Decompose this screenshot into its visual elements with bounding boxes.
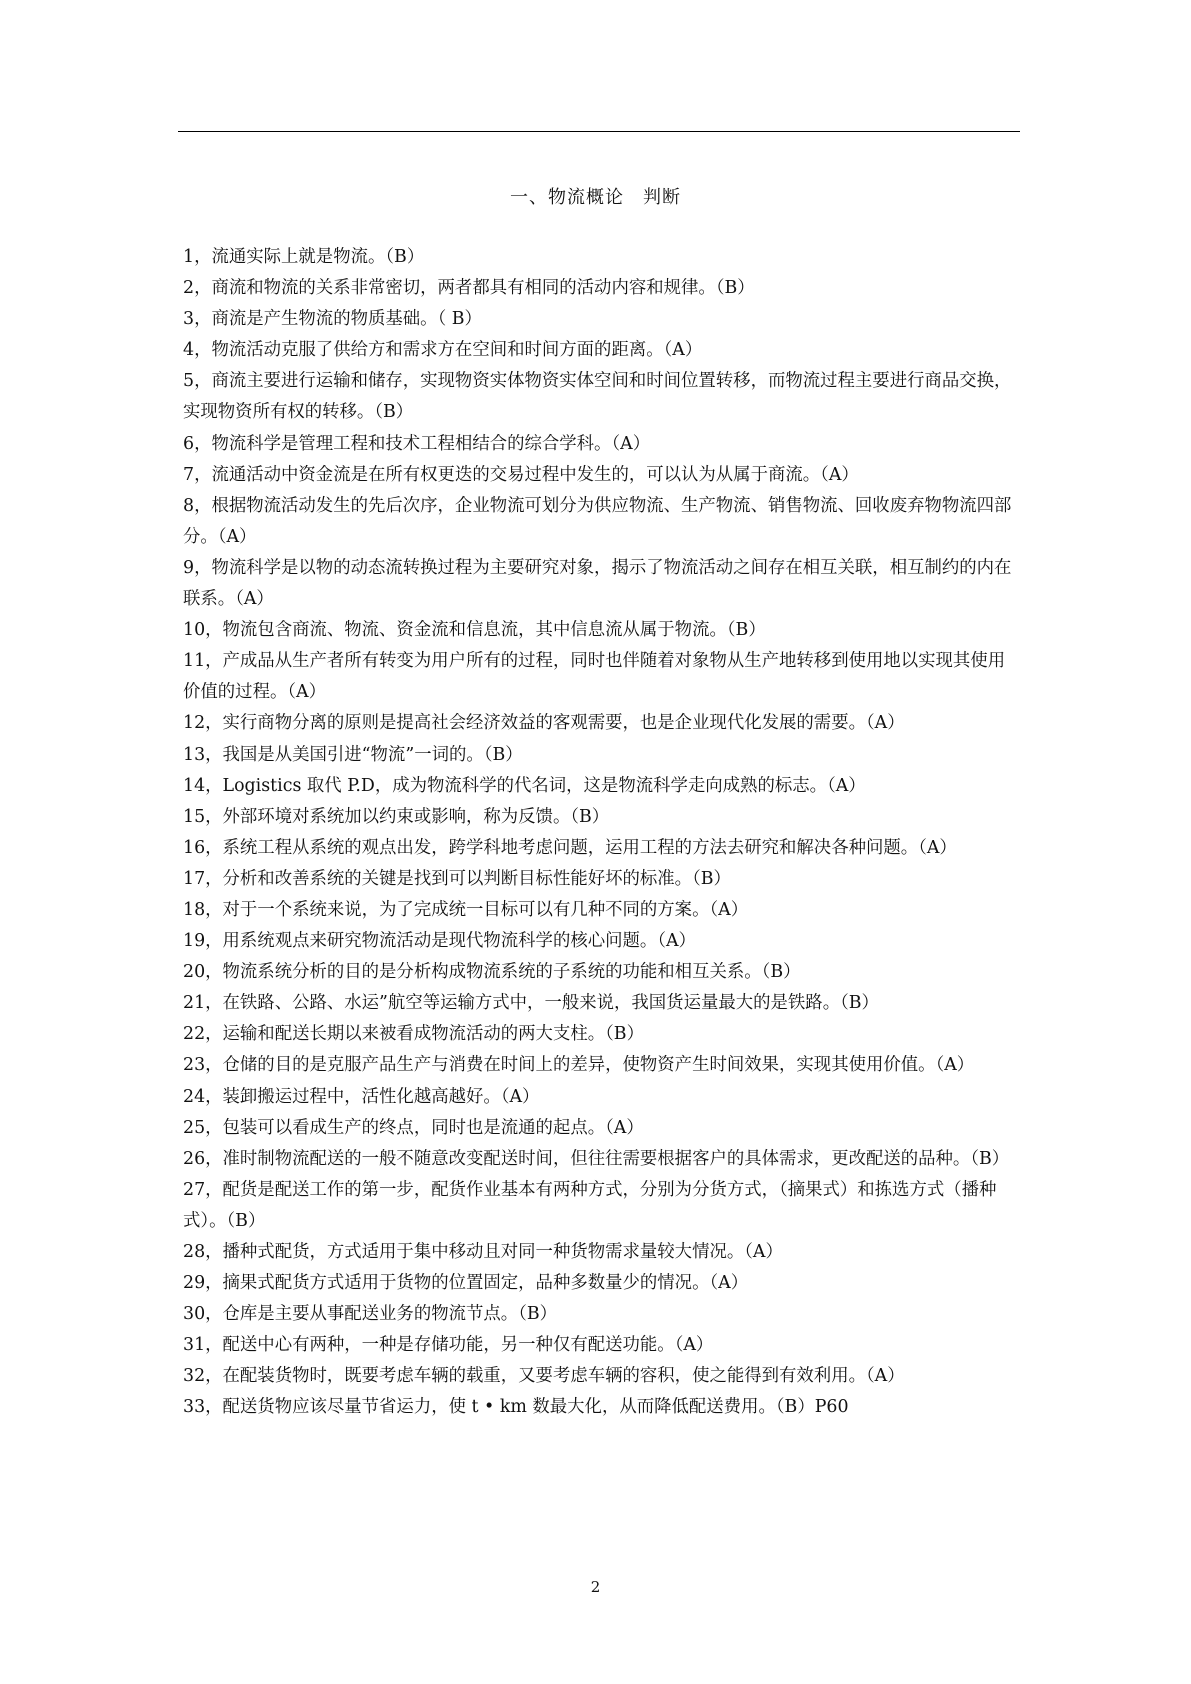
list-item: 24，装卸搬运过程中，活性化越高越好。（A） [183, 1086, 540, 1107]
list-item: 6，物流科学是管理工程和技术工程相结合的综合学科。（A） [183, 433, 651, 454]
list-item: 13，我国是从美国引进“物流”一词的。（B） [183, 744, 523, 765]
list-item: 4，物流活动克服了供给方和需求方在空间和时间方面的距离。（A） [183, 340, 703, 361]
list-item: 1，流通实际上就是物流。（B） [183, 247, 425, 267]
list-item: 12，实行商物分离的原则是提高社会经济效益的客观需要，也是企业现代化发展的需要。（A） [183, 713, 905, 734]
page-number: 2 [590, 1578, 601, 1596]
list-item: 33，配送货物应该尽量节省运力，使 t • km 数最大化，从而降低配送费用。（B）P60 [183, 1397, 849, 1418]
list-item: 14，Logistics 取代 P.D，成为物流科学的代名词，这是物流科学走向成熟的标志。（A） [183, 775, 866, 796]
list-item: 32，在配装货物时，既要考虑车辆的载重，又要考虑车辆的容积，使之能得到有效利用。（A） [183, 1366, 905, 1387]
list-item: 30，仓库是主要从事配送业务的物流节点。（B） [183, 1304, 558, 1325]
list-item: 20，物流系统分析的目的是分析构成物流系统的子系统的功能和相互关系。（B） [183, 962, 801, 983]
list-item: 26，准时制物流配送的一般不随意改变配送时间，但往往需要根据客户的具体需求，更改配送的品种。（B） [183, 1148, 1010, 1169]
list-item: 19，用系统观点来研究物流活动是现代物流科学的核心问题。（A） [183, 931, 696, 952]
list-item: 25，包装可以看成生产的终点，同时也是流通的起点。（A） [183, 1117, 644, 1138]
list-item: 21，在铁路、公路、水运”航空等运输方式中，一般来说，我国货运量最大的是铁路。（B） [183, 993, 879, 1014]
list-item: 11，产成品从生产者所有转变为用户所有的过程，同时也伴随着对象物从生产地转移到使用地以实现其使用价值的过程。（A） [183, 651, 1006, 703]
list-item: 18，对于一个系统来说，为了完成统一目标可以有几种不同的方案。（A） [183, 899, 749, 920]
list-item: 31，配送中心有两种，一种是存储功能，另一种仅有配送功能。（A） [183, 1335, 714, 1356]
list-item: 29，摘果式配货方式适用于货物的位置固定，品种多数量少的情况。（A） [183, 1273, 749, 1294]
list-item: 15，外部环境对系统加以约束或影响，称为反馈。（B） [183, 806, 610, 827]
header-rule [178, 131, 1020, 132]
list-item: 2，商流和物流的关系非常密切，两者都具有相同的活动内容和规律。（B） [183, 278, 755, 299]
list-item: 5，商流主要进行运输和储存，实现物资实体物资实体空间和时间位置转移，而物流过程主要进行商品交换，实现物资所有权的转移。（B） [183, 371, 1012, 423]
list-item: 7，流通活动中资金流是在所有权更迭的交易过程中发生的，可以认为从属于商流。（A） [183, 464, 859, 485]
list-item: 23，仓储的目的是克服产品生产与消费在时间上的差异，使物资产生时间效果，实现其使用价值。（A） [183, 1055, 975, 1076]
list-item: 10，物流包含商流、物流、资金流和信息流，其中信息流从属于物流。（B） [183, 620, 766, 641]
list-item: 27，配货是配送工作的第一步，配货作业基本有两种方式，分别为分货方式，（摘果式）和拣选方式（播种式）。（B） [183, 1179, 997, 1231]
section-title: 一、物流概论 判断 [510, 187, 681, 208]
list-item: 3，商流是产生物流的物质基础。（ B） [183, 309, 482, 330]
list-item: 8，根据物流活动发生的先后次序，企业物流可划分为供应物流、生产物流、销售物流、回收废弃物物流四部分。（A） [183, 495, 1012, 547]
list-item: 9，物流科学是以物的动态流转换过程为主要研究对象，揭示了物流活动之间存在相互关联，相互制约的内在联系。（A） [183, 557, 1012, 610]
list-item: 16，系统工程从系统的观点出发，跨学科地考虑问题，运用工程的方法去研究和解决各种问题。（A） [183, 837, 957, 858]
list-item: 28，播种式配货，方式适用于集中移动且对同一种货物需求量较大情况。（A） [183, 1242, 783, 1262]
list-item: 17，分析和改善系统的关键是找到可以判断目标性能好坏的标准。（B） [183, 868, 731, 889]
question-list [183, 242, 1021, 1424]
list-item: 22，运输和配送长期以来被看成物流活动的两大支柱。（B） [183, 1024, 644, 1045]
